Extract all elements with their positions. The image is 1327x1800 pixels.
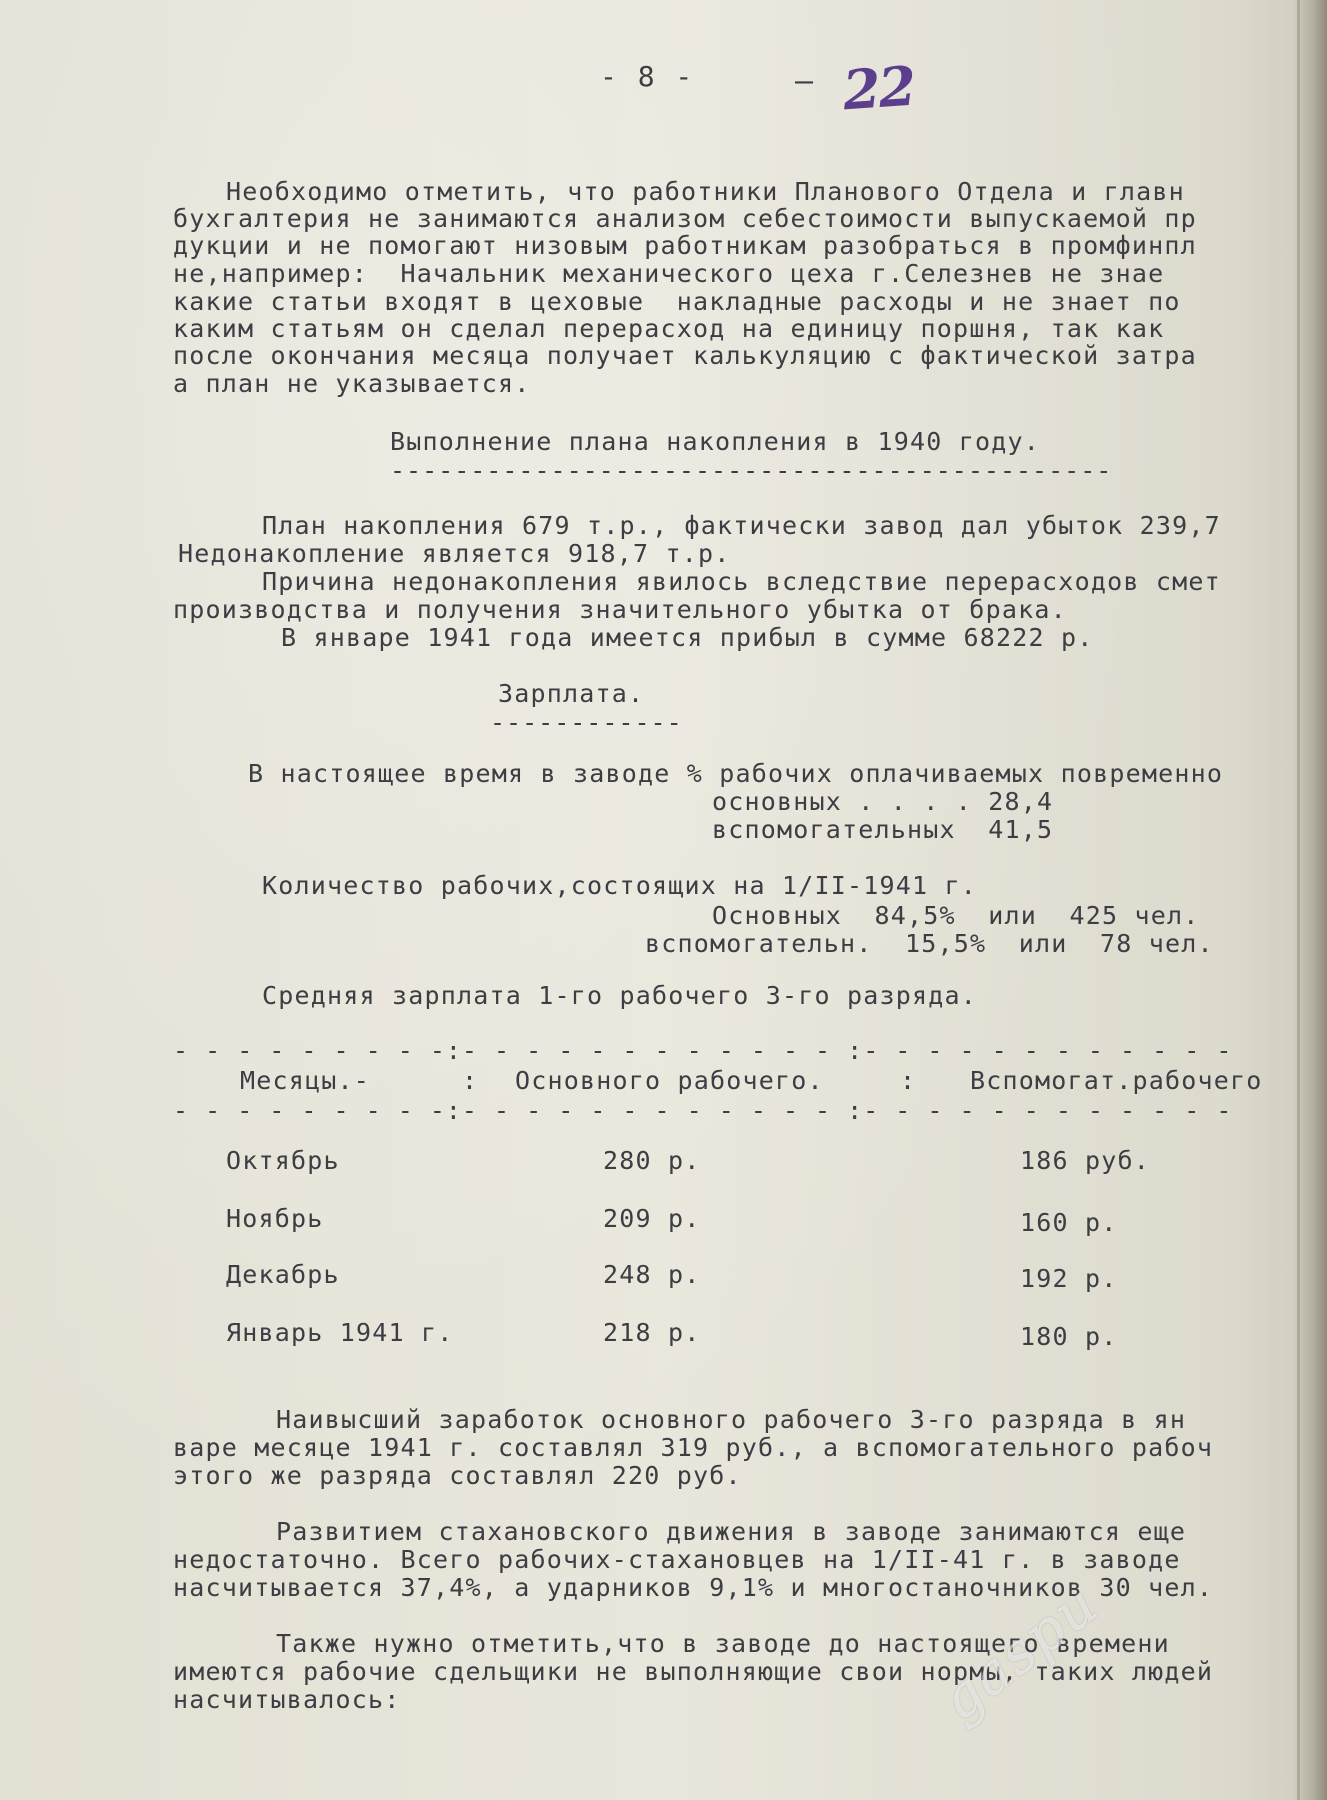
salary-line: Количество рабочих,состоящих на 1/II-1941 г. (262, 871, 978, 900)
table-cell-aux: 192 р. (1020, 1264, 1118, 1293)
table-header-month: Месяцы.- (240, 1066, 371, 1095)
table-header-separator: : (462, 1066, 479, 1095)
table-cell-month: Ноябрь (226, 1204, 324, 1233)
table-cell-main: 209 р. (603, 1204, 701, 1233)
archive-number-stamp: 22 (840, 53, 917, 123)
table-header-separator: : (900, 1066, 917, 1095)
intro-line: бухгалтерия не занимаются анализом себестоимости выпускаемой пр (173, 204, 1197, 233)
closing-line: имеются рабочие сдельщики не выполняющие свои нормы, таких людей (173, 1657, 1214, 1686)
table-cell-aux: 180 р. (1020, 1322, 1118, 1351)
watermark: gaspu (929, 1571, 1111, 1734)
table-cell-month: Декабрь (226, 1260, 340, 1289)
intro-line: дукции и не помогают низовым работникам разобраться в промфинпл (173, 231, 1197, 260)
table-header-main: Основного рабочего. (515, 1066, 824, 1095)
table-cell-main: 280 р. (603, 1146, 701, 1175)
intro-line: какие статьи входят в цеховые накладные расходы и не знает по (173, 287, 1181, 316)
table-cell-main: 248 р. (603, 1260, 701, 1289)
table-cell-main: 218 р. (603, 1318, 701, 1347)
salary-line: вспомогательных 41,5 (712, 815, 1054, 844)
salary-line: Основных 84,5% или 425 чел. (712, 901, 1200, 930)
salary-line: вспомогательн. 15,5% или 78 чел. (645, 929, 1214, 958)
table-header-aux: Вспомогат.рабочего (970, 1066, 1263, 1095)
table-rule-top: - - - - - - - - -:- - - - - - - - - - - - :- - - - - - - - - - - - (173, 1036, 1233, 1065)
closing-line: этого же разряда составлял 220 руб. (173, 1461, 742, 1490)
intro-line: Необходимо отметить, что работники Планового Отдела и главн (226, 177, 1185, 206)
salary-line: основных . . . . 28,4 (712, 787, 1054, 816)
title-underline: ------------ (490, 708, 683, 737)
accumulation-line: Причина недонакопления явилось вследствие перерасходов смет (262, 567, 1221, 596)
title-underline: --------------------------------------------- (390, 456, 1113, 485)
closing-line: варе месяце 1941 г. составлял 319 руб., а вспомогательного рабоч (173, 1433, 1214, 1462)
stamp-dash: — (795, 64, 816, 99)
accumulation-line: В январе 1941 года имеется прибыл в сумме 68222 р. (281, 623, 1094, 652)
intro-line: после окончания месяца получает калькуляцию с фактической затра (173, 341, 1197, 370)
salary-line: В настоящее время в заводе % рабочих оплачиваемых повременно (248, 759, 1224, 788)
table-cell-aux: 186 руб. (1020, 1146, 1151, 1175)
table-cell-aux: 160 р. (1020, 1208, 1118, 1237)
table-cell-month: Январь 1941 г. (226, 1318, 454, 1347)
table-rule-header: - - - - - - - - -:- - - - - - - - - - - - :- - - - - - - - - - - - (173, 1096, 1233, 1125)
intro-line: а план не указывается. (173, 369, 531, 398)
accumulation-line: производства и получения значительного убытка от брака. (173, 595, 1067, 624)
section-title-accumulation: Выполнение плана накопления в 1940 году. (390, 427, 1041, 456)
intro-line: каким статьям он сделал перерасход на единицу поршня, так как (173, 314, 1165, 343)
page-fold (1297, 0, 1300, 1800)
closing-line: Наивысший заработок основного рабочего 3-го разряда в ян (276, 1405, 1187, 1434)
section-title-salary: Зарплата. (498, 679, 645, 708)
accumulation-line: Недонакопление является 918,7 т.р. (178, 539, 731, 568)
closing-line: насчитывается 37,4%, а ударников 9,1% и многостаночников 30 чел. (173, 1573, 1214, 1602)
table-cell-month: Октябрь (226, 1146, 340, 1175)
page-number: - 8 - (600, 60, 695, 93)
closing-line: недостаточно. Всего рабочих-стахановцев на 1/II-41 г. в заводе (173, 1545, 1181, 1574)
closing-line: насчитывалось: (173, 1685, 401, 1714)
intro-line: не,например: Начальник механического цеха г.Селезнев не знае (173, 259, 1165, 288)
accumulation-line: План накопления 679 т.р., фактически завод дал убыток 239,7 (262, 511, 1221, 540)
closing-line: Также нужно отметить,что в заводе до настоящего времени (276, 1629, 1170, 1658)
closing-line: Развитием стахановского движения в заводе занимаются еще (276, 1517, 1187, 1546)
salary-line: Средняя зарплата 1-го рабочего 3-го разряда. (262, 981, 978, 1010)
